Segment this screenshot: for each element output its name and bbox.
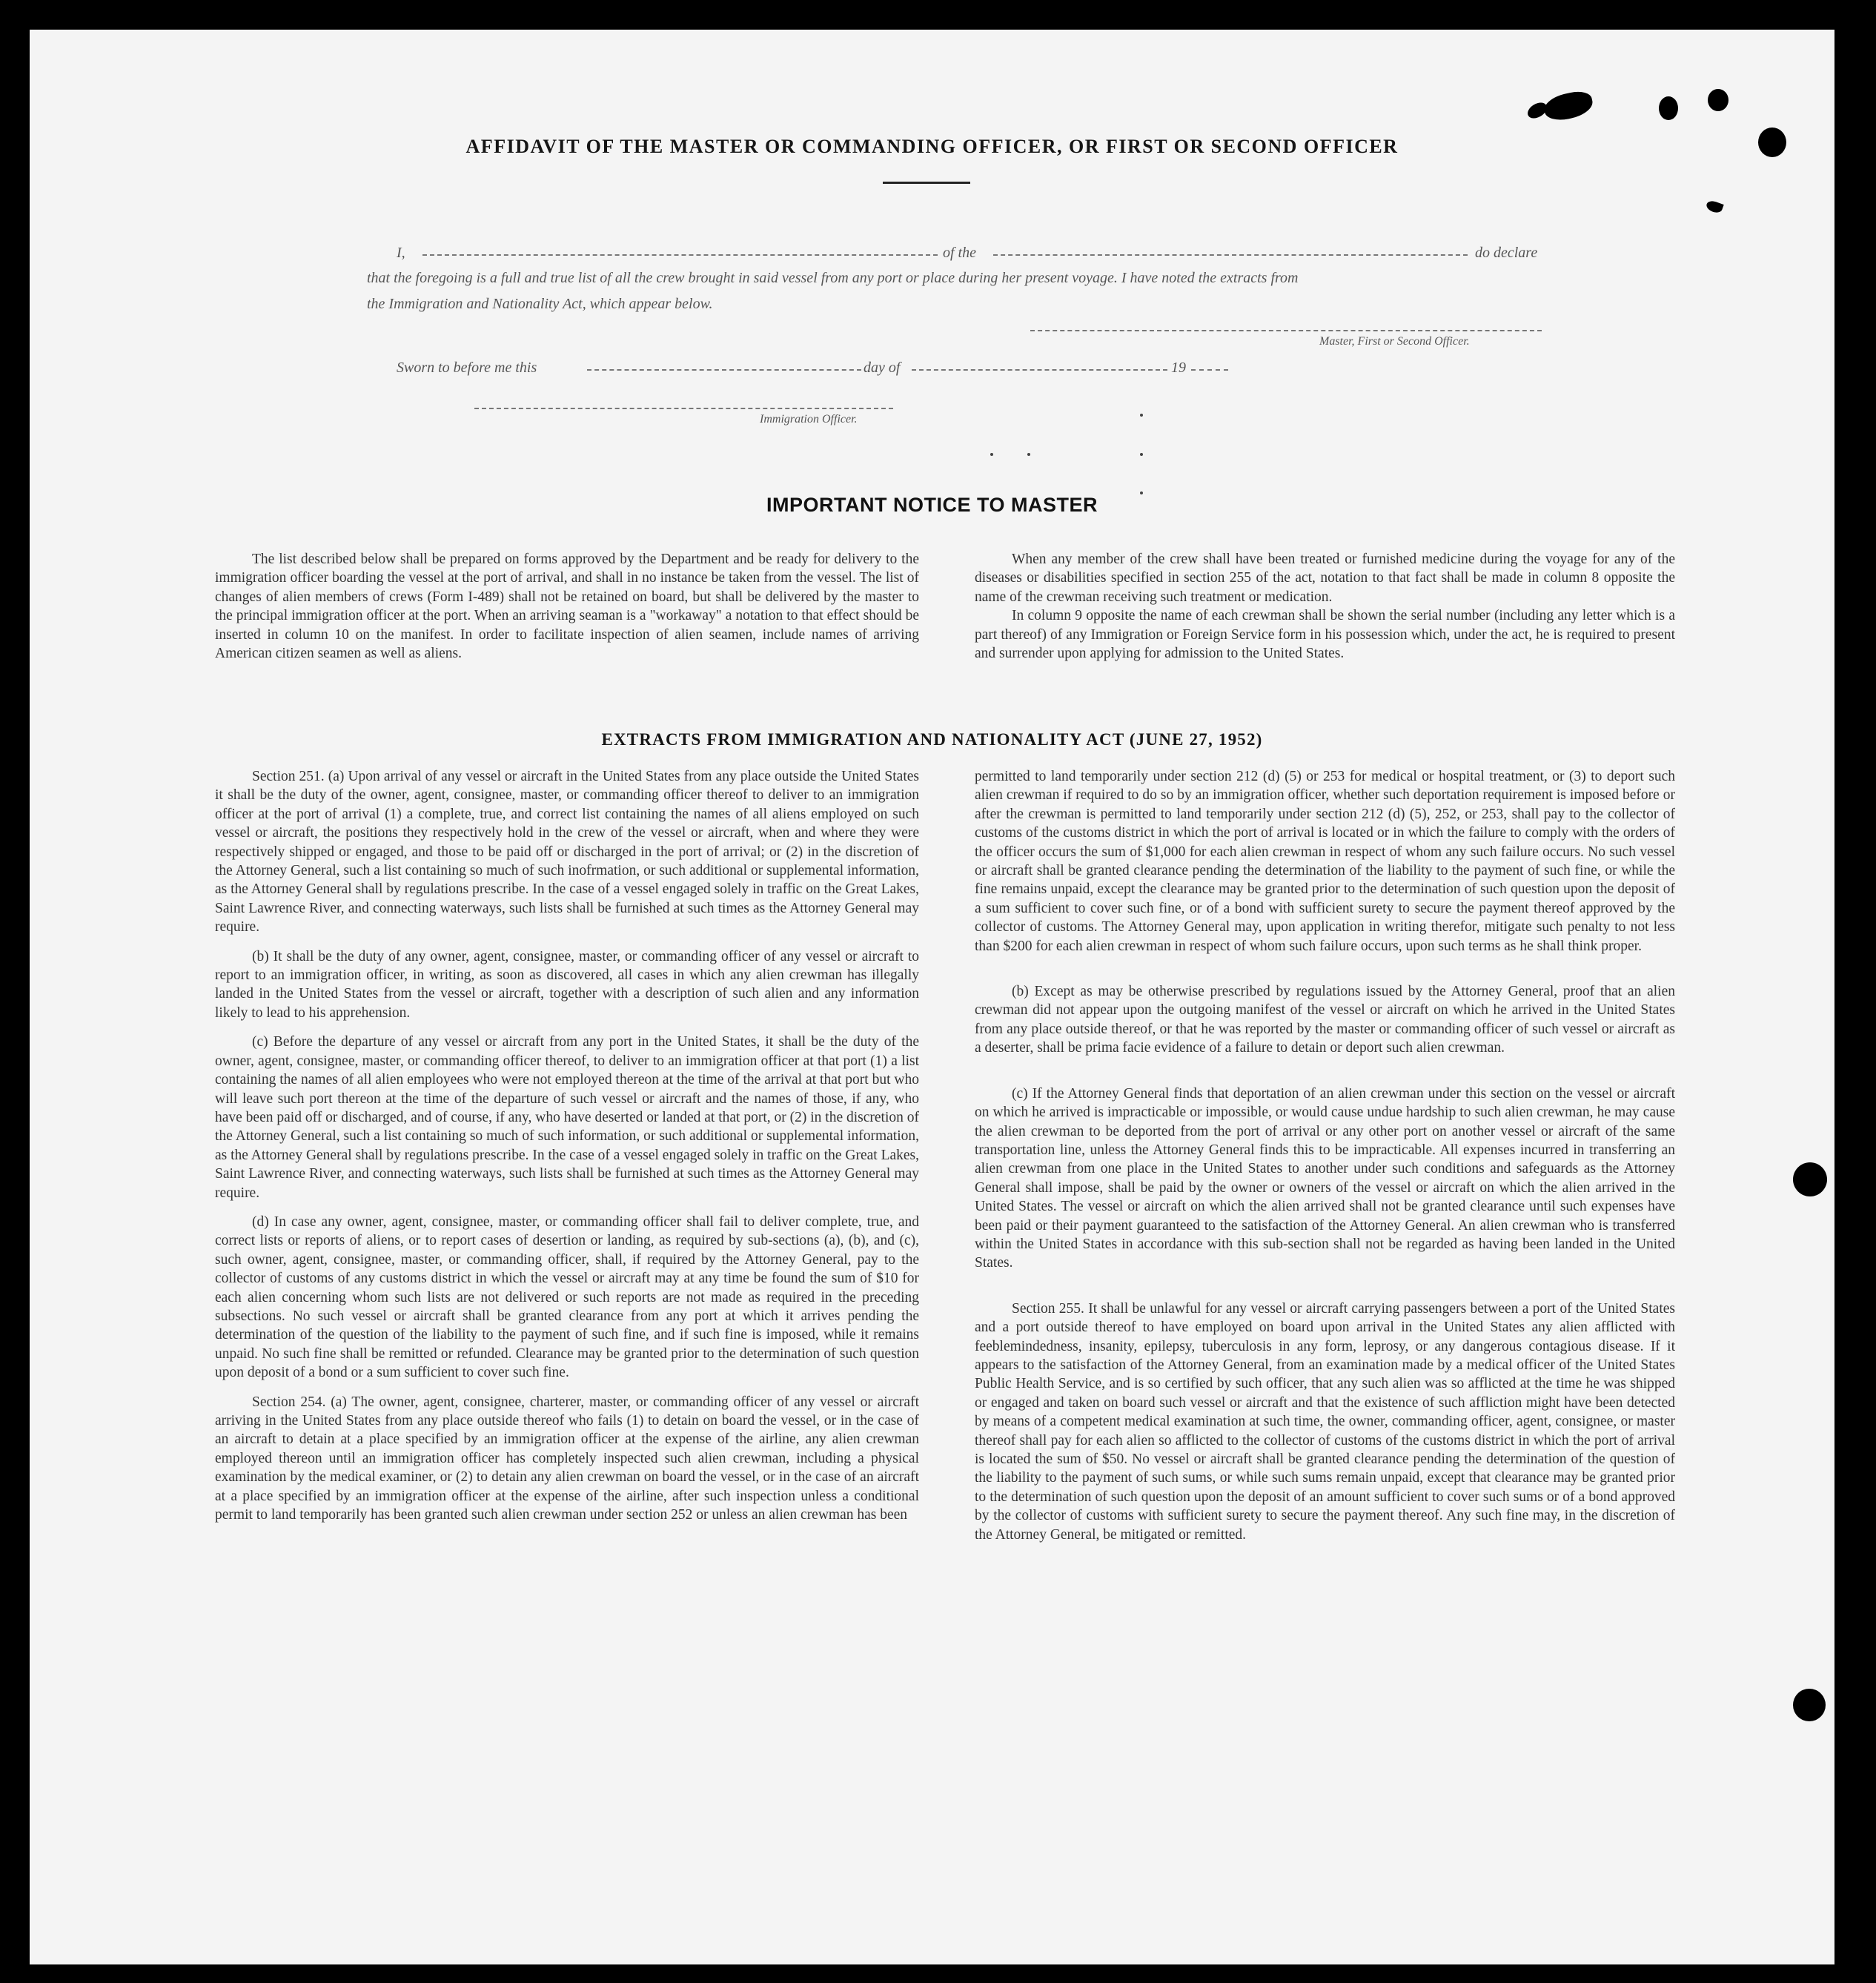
sworn-day-label: day of (864, 360, 901, 376)
ink-blot (1659, 96, 1678, 120)
document-page (30, 30, 1834, 1964)
speck (1027, 453, 1030, 456)
section-251b: (b) It shall be the duty of any owner, agent, consignee, master, or commanding officer of any vessel or aircraft to report to an immigration officer, in writing, as soon as discovered, all cases in which any alien crewman has illegally landed in the United States from the vessel or aircraft, together with a description of such alien and any information likely to lead to his apprehension. (215, 948, 919, 1021)
ink-blot (1705, 199, 1723, 215)
extracts-left-column (215, 767, 919, 1524)
notice-left-paragraph: The list described below shall be prepared on forms approved by the Department and be ready for delivery to the immigration officer boarding the vessel at the port of arrival, and shall in no instance be taken from the vessel. The list of changes of alien members of crews (Form I-489) shall not be retained on board, but shall be delivered by the master to the principal immigration officer at the port. When an arriving seaman is a "workaway" a notation to that effect should be inserted in column 10 on the manifest. In order to facilitate inspection of alien seamen, include names of arriving American citizen seamen as well as aliens. (215, 552, 919, 662)
section-251a: Section 251. (a) Upon arrival of any vessel or aircraft in the United States from any place outside the United States it shall be the duty of the owner, agent, consignee, master, or commanding officer thereof to deliver to an immigration officer at the port of arrival (1) a complete, true, and correct list containing the names of all aliens employed on such vessel or aircraft, the positions they respectively hold in the crew of the vessel or aircraft, when and where they were respectively shipped or engaged, and those to be paid off or discharged in the port of arrival; or (2) in the discretion of the Attorney General, such a list containing so much of such inofrmation, or such additional or supplemental information, as the Attorney General shall by regulations prescribe. In the case of a vessel engaged solely in traffic on the Great Lakes, Saint Lawrence River, and connecting waterways, such lists shall be furnished at such times as the Attorney General may require. (215, 769, 919, 936)
speck (1140, 453, 1143, 456)
affidavit-line1-prefix: I, (397, 245, 405, 261)
affidavit-title: AFFIDAVIT OF THE MASTER OR COMMANDING OFFICER, OR FIRST OR SECOND OFFICER (465, 136, 1399, 157)
punch-hole (1793, 1162, 1827, 1196)
ink-blot (1542, 89, 1595, 124)
officer-signature-line (474, 408, 893, 409)
sworn-day-blank (587, 369, 861, 371)
extracts-title: EXTRACTS FROM IMMIGRATION AND NATIONALITY ACT (JUNE 27, 1952) (601, 730, 1263, 749)
section-254b: (b) Except as may be otherwise prescribed by regulations issued by the Attorney General, proof that an alien crewman did not appear upon the outgoing manifest of the vessel or aircraft on which he arrived in the United States from any place outside thereof, or that he was reported by the master or commanding officer of such vessel or aircraft as a deserter, shall be prima facie evidence of a failure to detain or deport such alien crewman. (975, 984, 1675, 1056)
punch-hole (1758, 128, 1786, 157)
sworn-year-label: 19 (1171, 360, 1186, 376)
notice-right-column (975, 550, 1675, 663)
sworn-year-blank (1191, 369, 1228, 371)
notice-title: IMPORTANT NOTICE TO MASTER (766, 494, 1098, 516)
officer-caption: Immigration Officer. (760, 413, 858, 426)
affidavit-line3: the Immigration and Nationality Act, which appear below. (367, 296, 713, 312)
sworn-month-blank (912, 369, 1167, 371)
ink-blot (1708, 89, 1728, 111)
section-255: Section 255. It shall be unlawful for any vessel or aircraft carrying passengers between a port of the United States and a port outside thereof to have employed on board upon arrival in the United States any alien afflicted with feeblemindedness, insanity, epilepsy, tuberculosis in any form, leprosy, or any dangerous contagious disease. If it appears to the satisfaction of the Attorney General, from an examination made by a medical officer of the United States Public Health Service, and is so certified by such officer, that any such alien was so afflicted at the time he was shipped or engaged and taken on board such vessel or aircraft and that the existence of such affliction might have been detected by means of a competent medical examination at such time, the owner, commanding officer, agent, consignee, or master thereof shall pay for each alien so afflicted to the collector of customs of the customs district in which the port of arrival is located the sum of $50. No vessel or aircraft shall be granted clearance pending the determination of the question of the liability to the payment of such sums, or while such sums remain unpaid, except that clearance may be granted prior to the determination of such question upon the deposit of an amount sufficient to cover such sums or of a bond approved by the collector of customs with sufficient surety to secure the payment thereof. Any such fine may, in the discretion of the Attorney General, be mitigated or remitted. (975, 1300, 1675, 1543)
speck (1140, 491, 1143, 494)
punch-hole (1793, 1689, 1826, 1721)
section-254a-cont: permitted to land temporarily under section 212 (d) (5) or 253 for medical or hospital treatment, or (3) to deport such alien crewman if required to do so by an immigration officer, whether such deportation requirement is imposed before or after the crewman is permitted to land temporarily under section 212 (d) (5), 252, or 253, shall pay to the collector of customs of the customs district in which the port of arrival is located or in which the failure to comply with the orders of the officer occurs the sum of $1,000 for each alien crewman in respect of whom any such failure occurs. No such vessel or aircraft shall be granted clearance pending the determination of the liability to the payment of such fine, or while the fine remains unpaid, except the clearance may be granted prior to the determination of such question upon the deposit of a sum sufficient to cover such fine, or of a bond with sufficient surety to secure the payment thereof approved by the collector of customs. The Attorney General may, upon application in writing therefor, mitigate such penalty to not less than $200 for each alien crewman in respect of whom such failure occurs, upon such terms as he shall think proper. (975, 769, 1675, 954)
affidavit-line1-mid: of the (943, 245, 976, 261)
section-254c: (c) If the Attorney General finds that deportation of an alien crewman under this section on the vessel or aircraft on which he arrived is impracticable or impossible, or would cause undue hardship to such alien crewman, he may cause the alien crewman to be deported from the port of arrival or any other port on another vessel or aircraft of the same transportation line, unless the Attorney General finds this to be impracticable. All expenses incurred in transferring an alien crewman from one place in the United States to another under such conditions and safeguards as the Attorney General shall impose, shall be paid by the owner or owners of the vessel or aircraft on which the alien arrived in the United States. The vessel or aircraft on which the alien arrived shall not be granted clearance until such expenses have been paid or their payment guaranteed to the satisfaction of the Attorney General. An alien crewman who is transferred within the United States in accordance with this sub-section shall not be regarded as having been landed in the United States. (975, 1085, 1675, 1271)
speck (1140, 414, 1143, 417)
sworn-prefix: Sworn to before me this (397, 360, 537, 376)
speck (990, 453, 993, 456)
ink-blot (1525, 99, 1549, 122)
notice-right-paragraph-1: When any member of the crew shall have been treated or furnished medicine during the voyage for any of the diseases or disabilities specified in section 255 of the act, notation to that fact shall be made in column 8 opposite the name of the crewman receiving such treatment or medication. (975, 552, 1675, 605)
master-signature-line (1030, 330, 1542, 331)
section-251c: (c) Before the departure of any vessel or aircraft from any port in the United States, it shall be the duty of the owner, agent, consignee, master, or commanding officer thereof, to deliver to an immigration officer at that port (1) a list containing the names of all alien employees who were not employed thereon at the time of the arrival at that port but who will leave such port thereon at the time of the departure of such vessel or aircraft and the names of those, if any, who have been paid off or discharged, and of course, if any, who have deserted or landed at that port, or (2) in the discretion of the Attorney General, such a list containing so much of such information, or such additional or supplemental information, as the Attorney General shall by regulations prescribe. In the case of a vessel engaged solely in traffic on the Great Lakes, Saint Lawrence River, and connecting waterways, such lists shall be furnished at such times as the Attorney General may require. (215, 1034, 919, 1201)
vessel-blank (993, 254, 1468, 256)
master-caption: Master, First or Second Officer. (1319, 335, 1470, 348)
notice-left-column (215, 550, 919, 663)
affidavit-line2: that the foregoing is a full and true list of all the crew brought in said vessel from any port or place during her present voyage. I have noted the extracts from (367, 270, 1299, 286)
section-251d: (d) In case any owner, agent, consignee, master, or commanding officer shall fail to deliver complete, true, and correct lists or reports of aliens, or to report cases of desertion or landing, as required by sub-sections (a), (b), and (c), such owner, agent, consignee, master, or commanding officer, shall, if required by the Attorney General, pay to the collector of customs of any customs district in which the vessel or aircraft may at any time be found the sum of $10 for each alien concerning whom such lists are not delivered or such reports are not made as required in the preceding subsections. No such vessel or aircraft shall be granted clearance from any port at which it arrives pending the determination of the question of the liability to the payment of such fine, and if such fine is imposed, while it remains unpaid. No such fine shall be remitted or refunded. Clearance may be granted prior to the determination of such question upon deposit of a bond or a sum sufficient to cover such fine. (215, 1214, 919, 1381)
name-blank (422, 254, 938, 256)
title-rule (883, 182, 970, 184)
section-254a: Section 254. (a) The owner, agent, consignee, charterer, master, or commanding officer of any vessel or aircraft arriving in the United States from any place outside thereof who fails (1) to detain on board the vessel, or in the case of an aircraft to detain at a place specified by an immigration officer at the expense of the airline, any alien crewman employed thereon until an immigration officer has completely inspected such alien crewman, including a physical examination by the medical examiner, or (2) to detain any alien crewman on board the vessel, or in the case of an aircraft at a place specified by an immigration officer at the expense of the airline, after such inspection unless a conditional permit to land temporarily has been granted such alien crewman under section 252 or unless an alien crewman has been (215, 1394, 919, 1523)
affidavit-line1-end: do declare (1475, 245, 1538, 261)
notice-right-paragraph-2: In column 9 opposite the name of each crewman shall be shown the serial number (including any letter which is a part thereof) of any Immigration or Foreign Service form in his possession which, under the act, he is required to present and surrender upon applying for admission to the United States. (975, 608, 1675, 662)
extracts-right-column (975, 767, 1675, 1544)
